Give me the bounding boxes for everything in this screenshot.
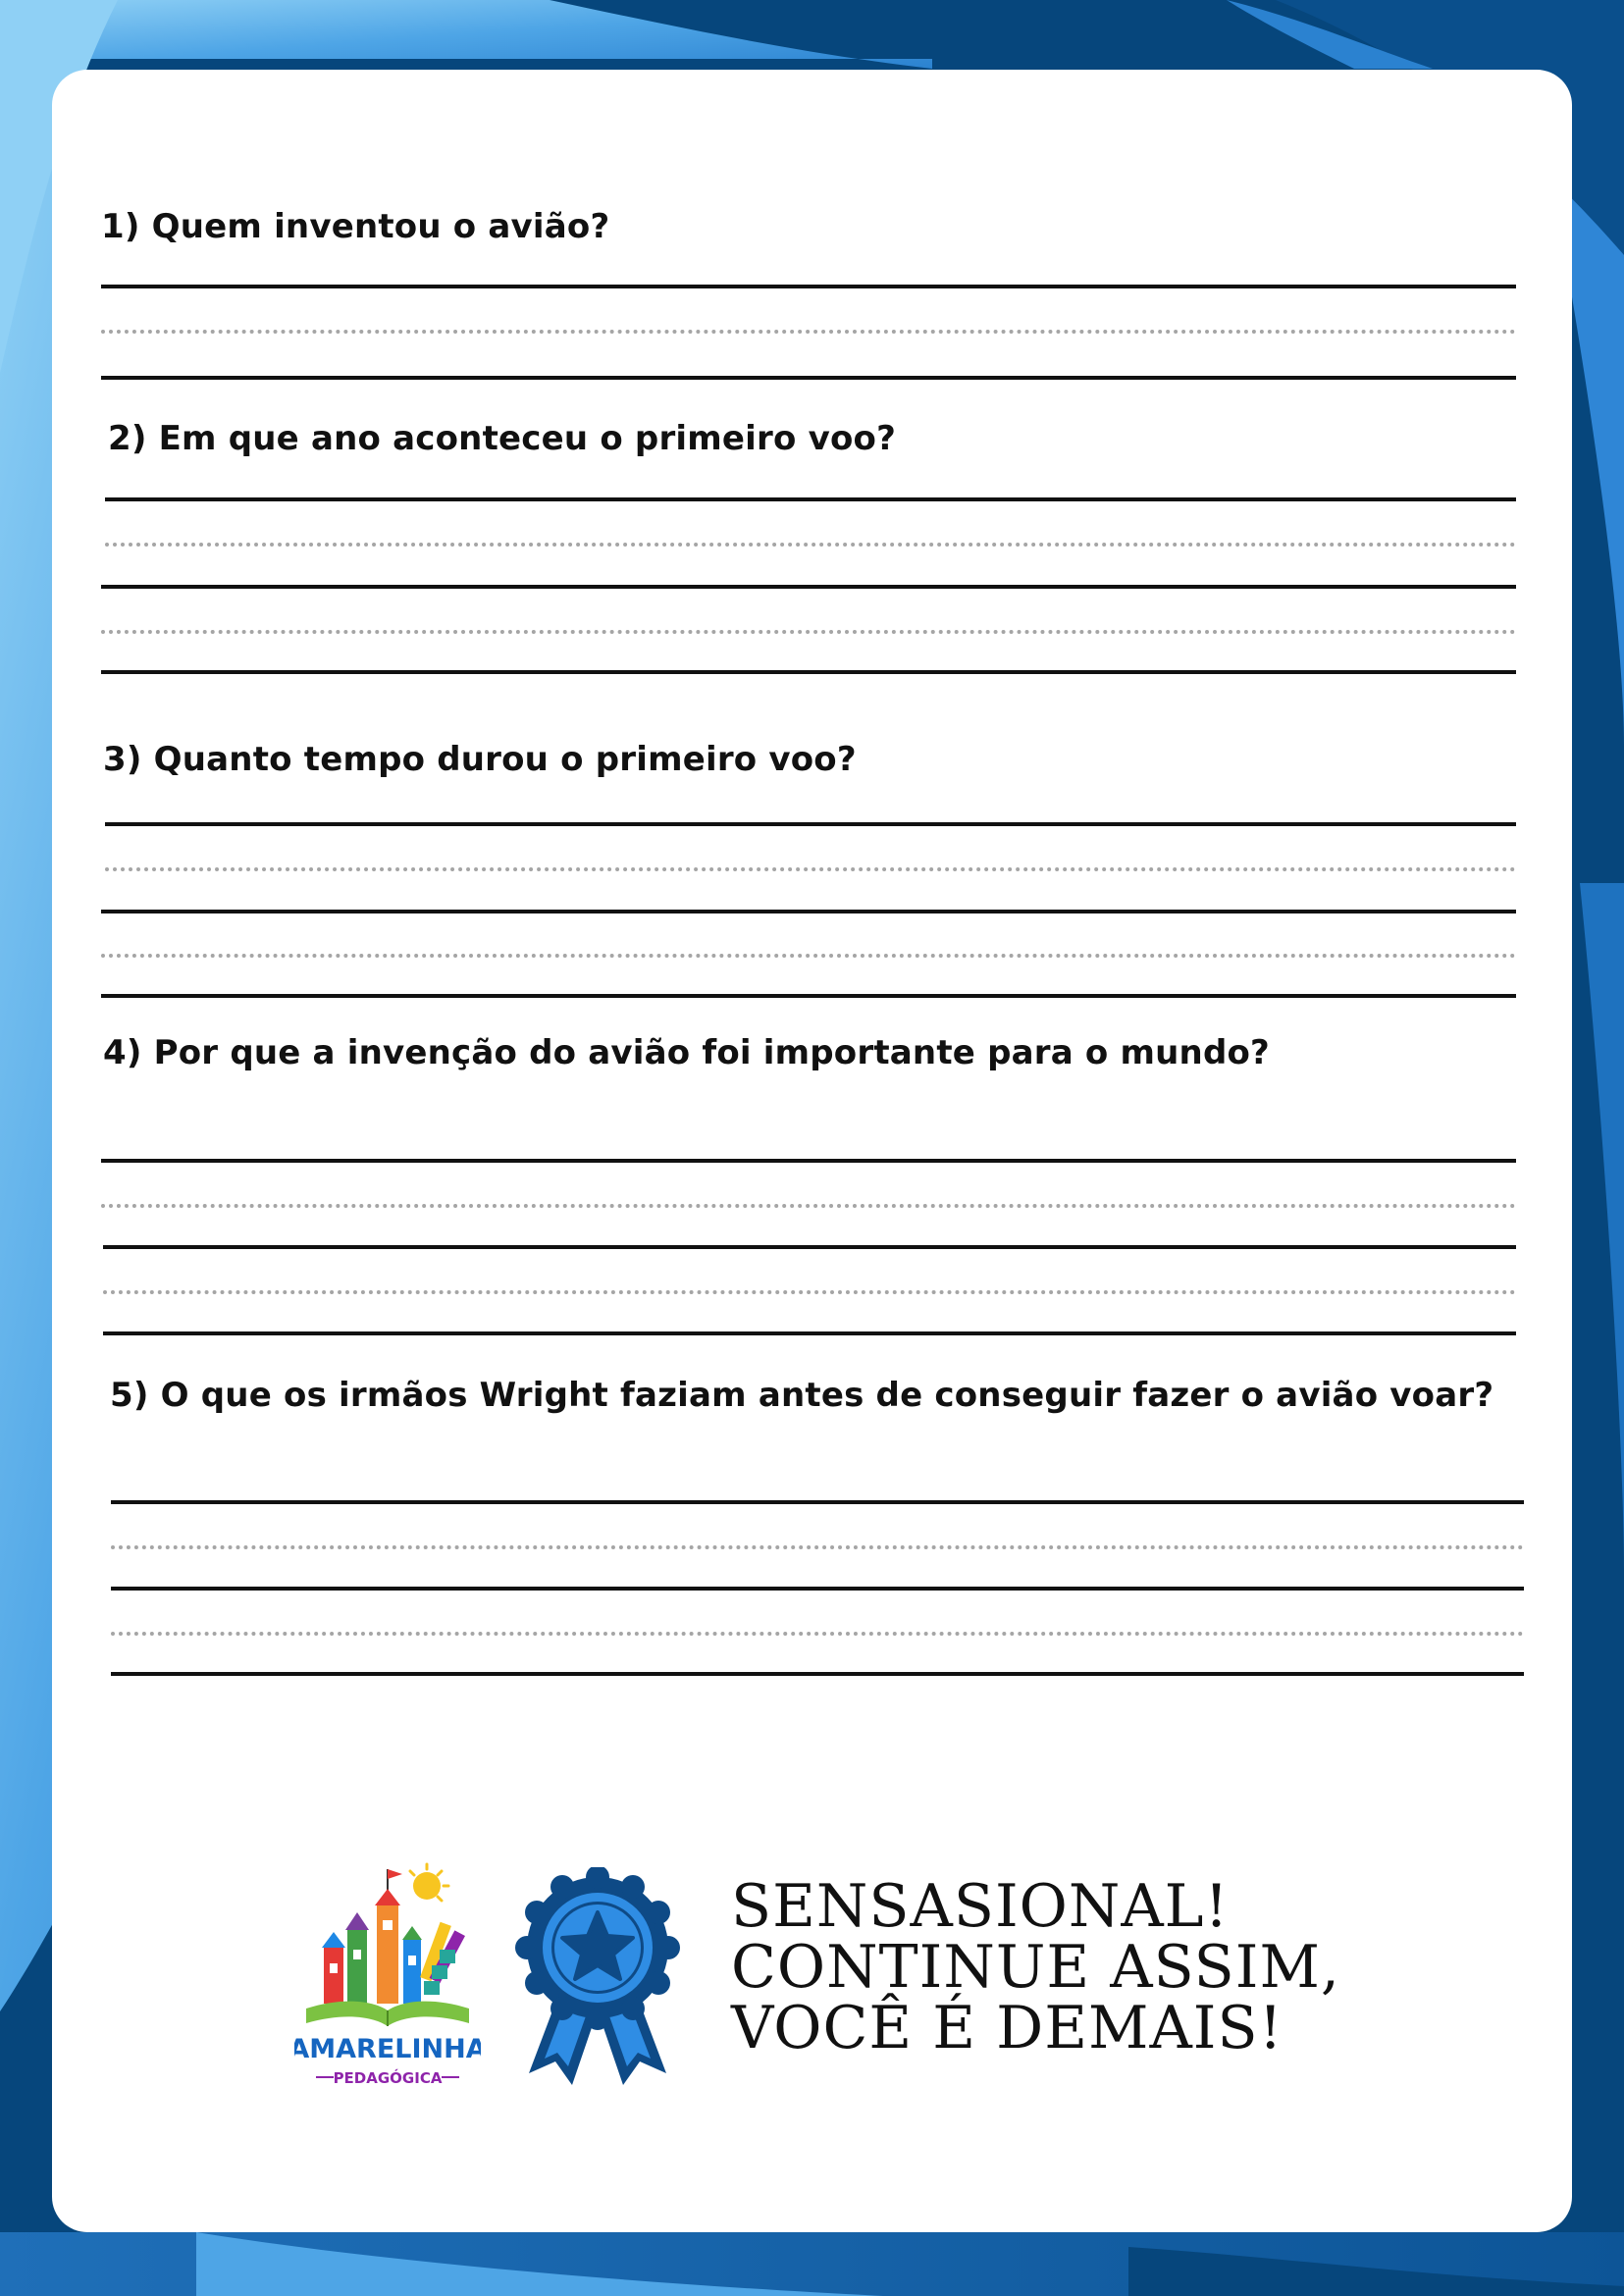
encouragement-slogan — [731, 1872, 1438, 2062]
question-3: 3) Quanto tempo durou o primeiro voo? — [103, 740, 857, 779]
answer-line-dotted — [101, 330, 1516, 334]
question-4: 4) Por que a invenção do avião foi importante para o mundo? — [103, 1033, 1270, 1072]
answer-line-solid — [111, 1672, 1524, 1676]
answer-line-dotted — [101, 954, 1516, 958]
logo-subtext: PEDAGÓGICA — [333, 2069, 443, 2087]
question-1: 1) Quem inventou o avião? — [101, 207, 610, 246]
answer-line-solid — [101, 994, 1516, 998]
answer-line-dotted — [111, 1632, 1524, 1636]
slogan-line-2: CONTINUE ASSIM, — [731, 1933, 1340, 2002]
answer-line-solid — [105, 497, 1516, 501]
slogan-line-1: SENSASIONAL! — [731, 1872, 1230, 1941]
answer-line-dotted — [105, 867, 1516, 871]
logo-text: AMARELINHA — [294, 2034, 481, 2064]
star-ribbon-badge-icon — [511, 1867, 684, 2085]
answer-line-solid — [111, 1500, 1524, 1504]
answer-line-solid — [101, 376, 1516, 380]
answer-line-solid — [111, 1587, 1524, 1591]
castle-book-icon — [294, 1861, 481, 2087]
answer-line-dotted — [101, 1204, 1516, 1208]
answer-line-solid — [101, 910, 1516, 913]
answer-line-solid — [101, 585, 1516, 589]
answer-line-dotted — [103, 1290, 1516, 1294]
question-5: 5) O que os irmãos Wright faziam antes de conseguir fazer o avião voar? — [110, 1376, 1494, 1415]
answer-line-solid — [101, 285, 1516, 288]
amarelinha-logo — [294, 1861, 481, 2087]
answer-line-dotted — [105, 543, 1516, 547]
answer-line-solid — [103, 1331, 1516, 1335]
award-badge — [511, 1867, 684, 2085]
answer-line-solid — [101, 670, 1516, 674]
answer-line-dotted — [111, 1545, 1524, 1549]
question-2: 2) Em que ano aconteceu o primeiro voo? — [108, 419, 896, 458]
answer-line-solid — [105, 822, 1516, 826]
answer-line-solid — [101, 1159, 1516, 1163]
answer-line-dotted — [101, 630, 1516, 634]
slogan-line-3: VOCÊ É DEMAIS! — [731, 1994, 1283, 2062]
answer-line-solid — [103, 1245, 1516, 1249]
